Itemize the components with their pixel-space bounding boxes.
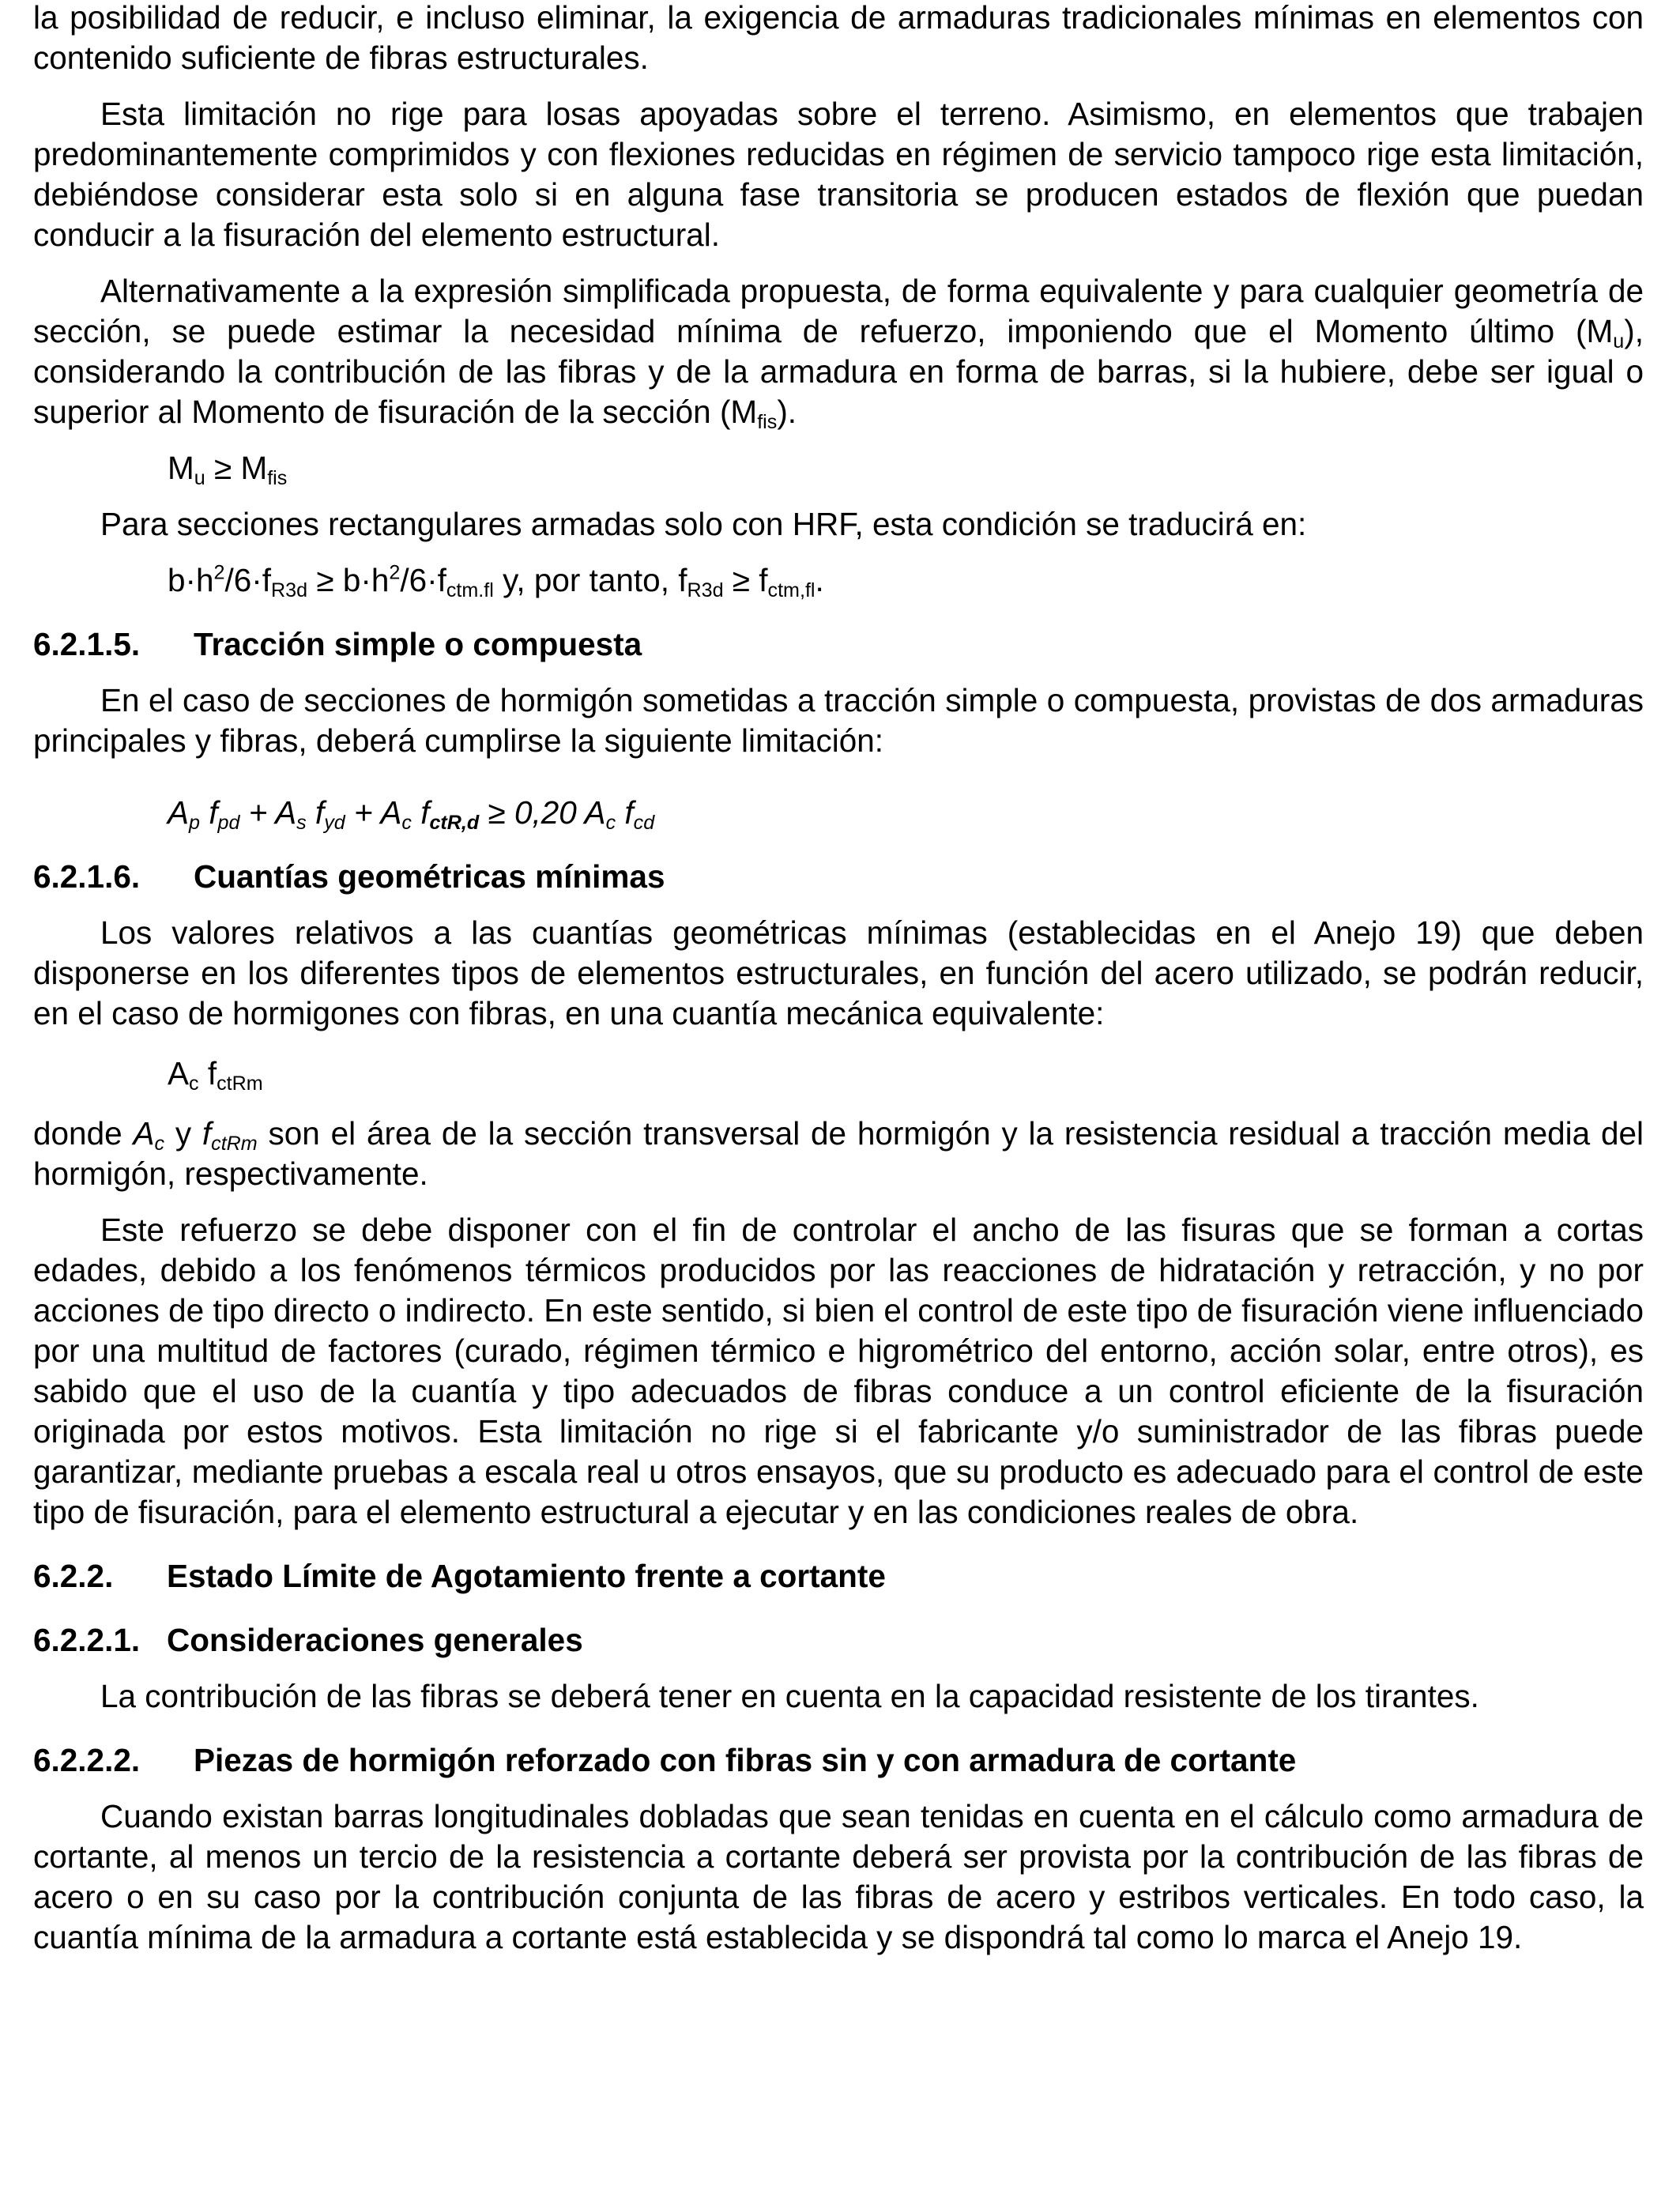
text: f	[411, 794, 430, 831]
text: f	[306, 794, 325, 831]
relation: ≥ M	[205, 450, 268, 486]
text: .	[815, 562, 824, 598]
equation-mechanical	[33, 1054, 1644, 1094]
text: A	[168, 794, 190, 831]
paragraph-fibers-contribution: La contribución de las fibras se deberá tener en cuenta en la capacidad resistente de los tirantes.	[100, 1678, 1479, 1714]
text: ≥ b·h	[307, 562, 390, 598]
section-title: Consideraciones generales	[167, 1622, 583, 1658]
text: ≥ 0,20 A	[479, 794, 606, 831]
text: son el área de la sección transversal de hormigón y la resistencia residual a tracción media del hormigón, respectivamente.	[33, 1115, 1644, 1192]
paragraph-traction: En el caso de secciones de hormigón sometidas a tracción simple o compuesta, provistas de dos armaduras principales y fibras, deberá cumplirse la siguiente limitación:	[33, 682, 1644, 759]
subscript: c	[401, 812, 412, 835]
subscript: ctR,d	[429, 812, 480, 835]
subscript: fis	[757, 411, 778, 434]
text: ), considerando la contribución de las fibras y de la armadura en forma de barras, si la hubiere, debe ser igual o superior al Momento de fisuración de la sección (M	[33, 313, 1644, 430]
paragraph-limitation: Esta limitación no rige para losas apoyadas sobre el terreno. Asimismo, en elementos que trabajen predominantemente comprimidos y con flexiones reducidas en régimen de servicio tampoco rige esta limitación, debiéndose considerar esta solo si en alguna fase transitoria se producen estados de flexión que puedan conducir a la fisuración del elemento estructural.	[33, 96, 1644, 253]
subscript: pd	[217, 812, 240, 835]
text: b·h	[168, 562, 214, 598]
section-number: 6.2.2.1.	[33, 1622, 141, 1658]
subscript: ctm,fl	[767, 579, 816, 602]
symbol: A	[168, 1055, 190, 1091]
text: f	[199, 794, 218, 831]
equation-traction	[33, 793, 1644, 833]
subscript: fis	[267, 467, 288, 490]
symbol: f	[202, 1115, 212, 1152]
symbol: M	[168, 450, 194, 486]
section-number: 6.2.2.	[33, 1558, 114, 1594]
text: + A	[239, 794, 297, 831]
section-number: 6.2.1.5.	[33, 626, 141, 662]
text: /6·f	[400, 562, 446, 598]
section-title: Cuantías geométricas mínimas	[194, 858, 665, 895]
text: + A	[345, 794, 402, 831]
section-title: Piezas de hormigón reforzado con fibras sin y con armadura de cortante	[194, 1742, 1297, 1778]
text: y	[164, 1115, 202, 1152]
paragraph-minimum-ratios: Los valores relativos a las cuantías geométricas mínimas (establecidas en el Anejo 19) que deben disponerse en los diferentes tipos de elementos estructurales, en función del acero utilizado, se podrán reducir, en el caso de hormigones con fibras, en una cuantía mecánica equivalente:	[33, 914, 1644, 1031]
paragraph-rectangular: Para secciones rectangulares armadas solo con HRF, esta condición se traducirá en:	[100, 506, 1307, 542]
paragraph-intro: la posibilidad de reducir, e incluso eliminar, la exigencia de armaduras tradicionales mínimas en elementos con contenido suficiente de fibras estructurales.	[33, 0, 1644, 76]
subscript: u	[1613, 330, 1625, 353]
superscript: 2	[213, 561, 225, 584]
section-heading-6-2-2-1	[33, 1620, 1644, 1661]
subscript: cd	[633, 812, 655, 835]
subscript: R3d	[271, 579, 308, 602]
section-number: 6.2.2.2.	[33, 1742, 141, 1778]
subscript: ctRm	[217, 1072, 263, 1095]
subscript: ctRm	[211, 1133, 258, 1155]
text: /6·f	[224, 562, 272, 598]
subscript: c	[605, 812, 616, 835]
text: y, por tanto, f	[493, 562, 687, 598]
section-heading-6-2-2	[33, 1556, 1644, 1596]
section-title: Estado Límite de Agotamiento frente a cortante	[167, 1558, 886, 1594]
subscript: p	[189, 812, 200, 835]
text: ≥ f	[723, 562, 768, 598]
equation-rectangular	[33, 560, 1644, 601]
subscript: yd	[324, 812, 345, 835]
subscript: s	[296, 812, 307, 835]
superscript: 2	[389, 561, 401, 584]
text: f	[616, 794, 634, 831]
section-title: Tracción simple o compuesta	[194, 626, 642, 662]
subscript: ctm.fl	[446, 579, 494, 602]
symbol: A	[133, 1115, 155, 1152]
symbol: f	[198, 1055, 217, 1091]
subscript: c	[189, 1072, 199, 1095]
text: donde	[33, 1115, 134, 1152]
paragraph-shear: Cuando existan barras longitudinales dobladas que sean tenidas en cuenta en el cálculo como armadura de cortante, al menos un tercio de la resistencia a cortante deberá ser provista por la contribución de las fibras de acero o en su caso por la contribución conjunta de las fibras de acero y estribos verticales. En todo caso, la cuantía mínima de la armadura a cortante está establecida y se dispondrá tal como lo marca el Anejo 19.	[33, 1798, 1644, 1955]
section-number: 6.2.1.6.	[33, 858, 141, 895]
section-heading-6-2-1-6	[33, 857, 1644, 897]
paragraph-reinforcement: Este refuerzo se debe disponer con el fin de controlar el ancho de las fisuras que se forman a cortas edades, debido a los fenómenos térmicos producidos por las reacciones de hidratación y retracción, y no por acciones de tipo directo o indirecto. En este sentido, si bien el control de este tipo de fisuración viene influenciado por una multitud de factores (curado, régimen térmico e higrométrico del entorno, acción solar, entre otros), es sabido que el uso de la cuantía y tipo adecuados de fibras conduce a un control eficiente de la fisuración originada por estos motivos. Esta limitación no rige si el fabricante y/o suministrador de las fibras puede garantizar, mediante pruebas a escala real u otros ensayos, que su producto es adecuado para el control de este tipo de fisuración, para el elemento estructural a ejecutar y en las condiciones reales de obra.	[33, 1212, 1644, 1530]
paragraph-where	[33, 1114, 1644, 1194]
paragraph-alternative	[33, 271, 1644, 432]
subscript: u	[194, 467, 205, 490]
section-heading-6-2-1-5	[33, 624, 1644, 665]
text: Alternativamente a la expresión simplificada propuesta, de forma equivalente y para cualquier geometría de sección, se puede estimar la necesidad mínima de refuerzo, imponiendo que el Momento último (M	[33, 273, 1644, 349]
equation-moment	[33, 448, 1644, 488]
subscript: c	[154, 1133, 165, 1155]
text: ).	[777, 394, 797, 430]
section-heading-6-2-2-2	[33, 1740, 1644, 1781]
subscript: R3d	[687, 579, 724, 602]
